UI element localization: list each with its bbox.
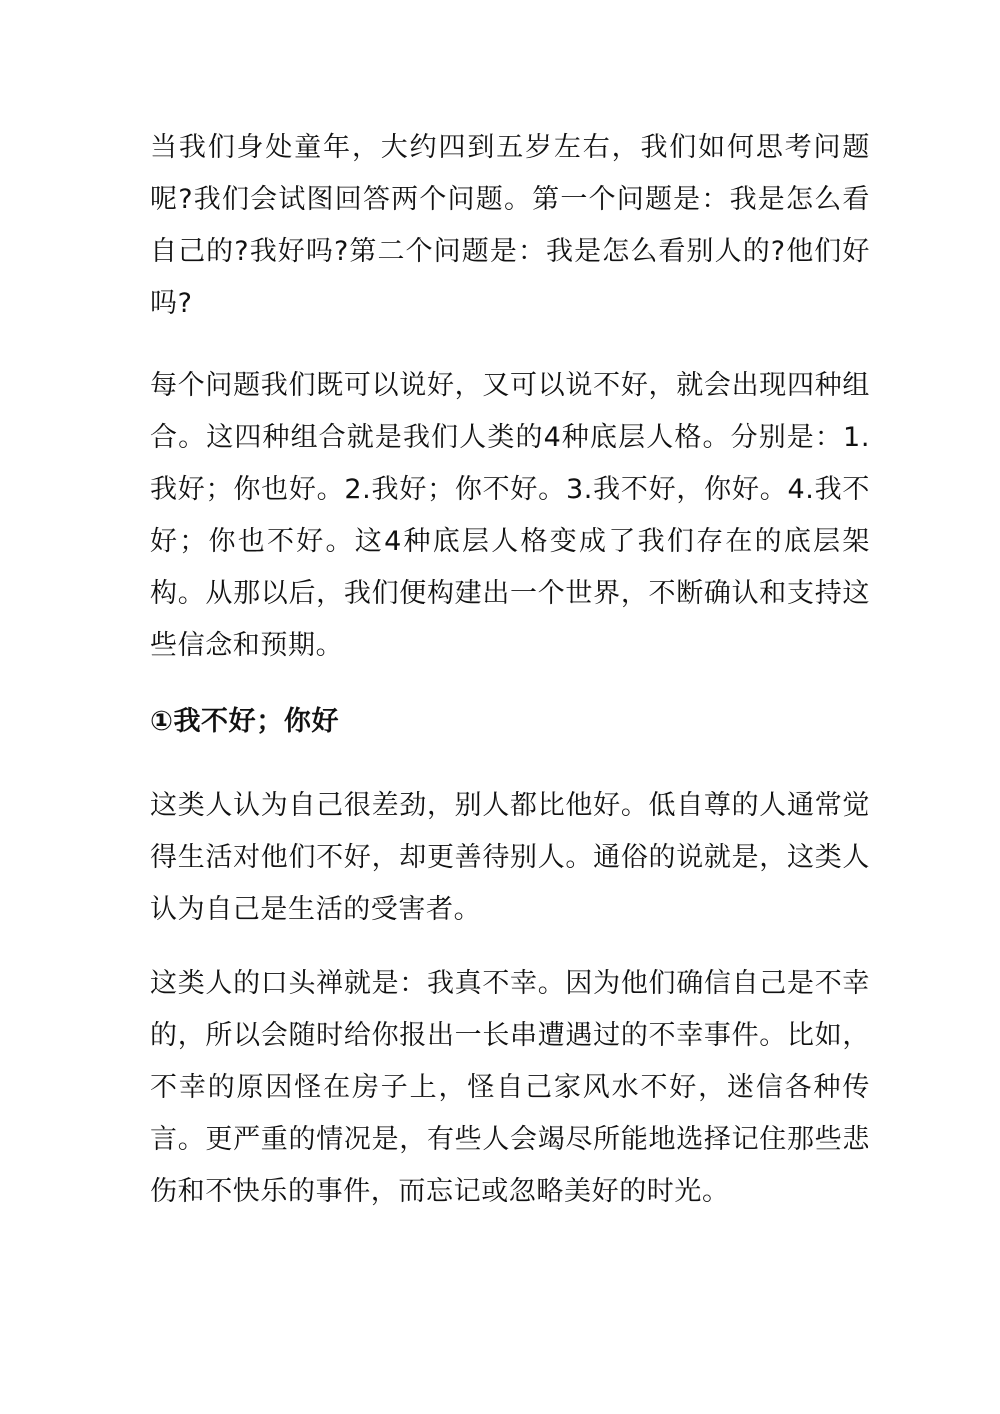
paragraph-four-combinations: 每个问题我们既可以说好，又可以说不好，就会出现四种组合。这四种组合就是我们人类的4种底层人格。分别是：1.我好；你也好。2.我好；你不好。3.我不好，你好。4.我不好；你也不好。这4种底层人格变成了我们存在的底层架构。从那以后，我们便构建出一个世界，不断确认和支持这些信念和预期。	[150, 370, 870, 661]
paragraph-low-self-esteem: 这类人认为自己很差劲，别人都比他好。低自尊的人通常觉得生活对他们不好，却更善待别人。通俗的说就是，这类人认为自己是生活的受害者。	[150, 790, 870, 925]
section-heading: ①我不好；你好	[150, 706, 340, 737]
paragraph-childhood-questions: 当我们身处童年，大约四到五岁左右，我们如何思考问题呢?我们会试图回答两个问题。第一个问题是：我是怎么看自己的?我好吗?第二个问题是：我是怎么看别人的?他们好吗?	[150, 132, 870, 319]
paragraph-catchphrase: 这类人的口头禅就是：我真不幸。因为他们确信自己是不幸的，所以会随时给你报出一长串遭遇过的不幸事件。比如，不幸的原因怪在房子上，怪自己家风水不好，迷信各种传言。更严重的情况是，有些人会竭尽所能地选择记住那些悲伤和不快乐的事件，而忘记或忽略美好的时光。	[150, 968, 870, 1207]
